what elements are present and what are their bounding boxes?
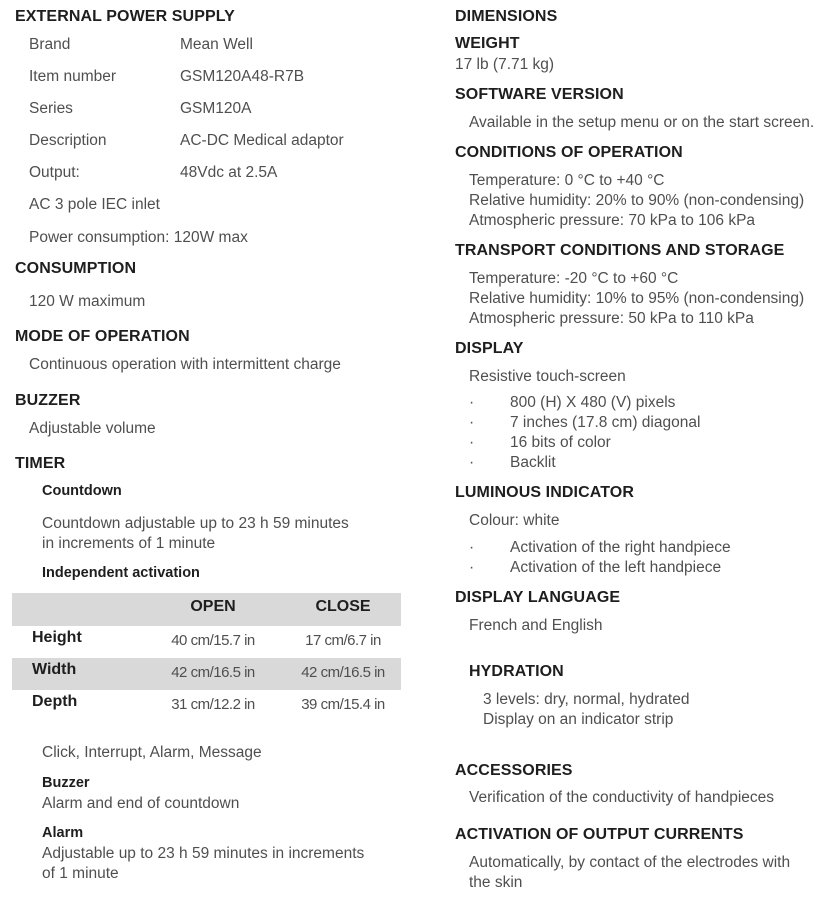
output-label: Output: <box>29 164 80 181</box>
software-version-text: Available in the setup menu or on the start screen. <box>469 114 815 131</box>
alarm-line-1: Adjustable up to 23 h 59 minutes in increments <box>42 845 365 862</box>
activation-line-2: the skin <box>469 874 523 891</box>
cell-close: 39 cm/15.4 in <box>301 696 385 713</box>
weight-text: 17 lb (7.71 kg) <box>455 56 555 73</box>
luminous-indicator-text: Colour: white <box>469 512 560 529</box>
list-item-text: 16 bits of color <box>510 434 611 451</box>
hydration-line-1: 3 levels: dry, normal, hydrated <box>483 691 690 708</box>
row-label: Depth <box>32 693 78 710</box>
countdown-line-2: in increments of 1 minute <box>42 535 216 552</box>
list-item-text: 800 (H) X 480 (V) pixels <box>510 394 676 411</box>
external-power-supply-heading: EXTERNAL POWER SUPPLY <box>15 8 235 25</box>
countdown-heading: Countdown <box>42 483 122 499</box>
activation-of-output-currents-heading: ACTIVATION OF OUTPUT CURRENTS <box>455 826 744 843</box>
description-label: Description <box>29 132 107 149</box>
bullet-icon: · <box>469 434 475 451</box>
row-label: Height <box>32 629 82 646</box>
display-language-heading: DISPLAY LANGUAGE <box>455 589 621 606</box>
cell-open: 40 cm/15.7 in <box>171 632 255 649</box>
table-row-width <box>12 658 401 690</box>
display-heading: DISPLAY <box>455 340 524 357</box>
power-consumption-text: Power consumption: 120W max <box>29 229 248 246</box>
item-number-label: Item number <box>29 68 117 85</box>
buzzer-text: Adjustable volume <box>29 420 156 437</box>
display-language-text: French and English <box>469 617 603 634</box>
list-item-text: Activation of the left handpiece <box>510 559 722 576</box>
cell-open: 42 cm/16.5 in <box>171 664 255 681</box>
item-number-value: GSM120A48-R7B <box>180 68 305 85</box>
transport-conditions-heading: TRANSPORT CONDITIONS AND STORAGE <box>455 242 785 259</box>
mode-of-operation-heading: MODE OF OPERATION <box>15 328 190 345</box>
cell-close: 17 cm/6.7 in <box>305 632 381 649</box>
series-label: Series <box>29 100 73 117</box>
operation-humidity: Relative humidity: 20% to 90% (non-condensing) <box>469 192 805 209</box>
list-item-text: 7 inches (17.8 cm) diagonal <box>510 414 701 431</box>
activation-line-1: Automatically, by contact of the electrodes with <box>469 854 791 871</box>
dimensions-heading: DIMENSIONS <box>455 8 558 25</box>
sounds-text: Click, Interrupt, Alarm, Message <box>42 744 262 761</box>
inlet-text: AC 3 pole IEC inlet <box>29 196 160 213</box>
brand-value: Mean Well <box>180 36 253 53</box>
weight-heading: WEIGHT <box>455 35 520 52</box>
conditions-of-operation-heading: CONDITIONS OF OPERATION <box>455 144 683 161</box>
table-header <box>12 593 401 626</box>
software-version-heading: SOFTWARE VERSION <box>455 86 624 103</box>
column-close: CLOSE <box>315 598 371 615</box>
transport-humidity: Relative humidity: 10% to 95% (non-condensing) <box>469 290 805 307</box>
consumption-heading: CONSUMPTION <box>15 260 137 277</box>
output-value: 48Vdc at 2.5A <box>180 164 278 181</box>
operation-pressure: Atmospheric pressure: 70 kPa to 106 kPa <box>469 212 756 229</box>
list-item-text: Activation of the right handpiece <box>510 539 731 556</box>
luminous-indicator-heading: LUMINOUS INDICATOR <box>455 484 634 501</box>
column-open: OPEN <box>190 598 236 615</box>
independent-activation-heading: Independent activation <box>42 565 200 581</box>
buzzer-subtext: Alarm and end of countdown <box>42 795 240 812</box>
display-text: Resistive touch-screen <box>469 368 626 385</box>
operation-temperature: Temperature: 0 °C to +40 °C <box>469 172 665 189</box>
table-row-depth <box>12 690 401 722</box>
consumption-text: 120 W maximum <box>29 293 146 310</box>
buzzer-subheading: Buzzer <box>42 775 90 791</box>
hydration-line-2: Display on an indicator strip <box>483 711 674 728</box>
table-row-height <box>12 626 401 658</box>
alarm-line-2: of 1 minute <box>42 865 119 882</box>
bullet-icon: · <box>469 454 475 471</box>
hydration-heading: HYDRATION <box>469 663 564 680</box>
buzzer-heading: BUZZER <box>15 392 81 409</box>
cell-open: 31 cm/12.2 in <box>171 696 255 713</box>
transport-pressure: Atmospheric pressure: 50 kPa to 110 kPa <box>469 310 754 327</box>
row-label: Width <box>32 661 77 678</box>
bullet-icon: · <box>469 539 475 556</box>
transport-temperature: Temperature: -20 °C to +60 °C <box>469 270 679 287</box>
alarm-subheading: Alarm <box>42 825 84 841</box>
series-value: GSM120A <box>180 100 252 117</box>
accessories-heading: ACCESSORIES <box>455 762 573 779</box>
mode-of-operation-text: Continuous operation with intermittent charge <box>29 356 341 373</box>
bullet-icon: · <box>469 394 475 411</box>
description-value: AC-DC Medical adaptor <box>180 132 344 149</box>
bullet-icon: · <box>469 414 475 431</box>
cell-close: 42 cm/16.5 in <box>301 664 385 681</box>
list-item-text: Backlit <box>510 454 556 471</box>
timer-heading: TIMER <box>15 455 66 472</box>
bullet-icon: · <box>469 559 475 576</box>
countdown-line-1: Countdown adjustable up to 23 h 59 minutes <box>42 515 349 532</box>
accessories-text: Verification of the conductivity of handpieces <box>469 789 775 806</box>
brand-label: Brand <box>29 36 71 53</box>
